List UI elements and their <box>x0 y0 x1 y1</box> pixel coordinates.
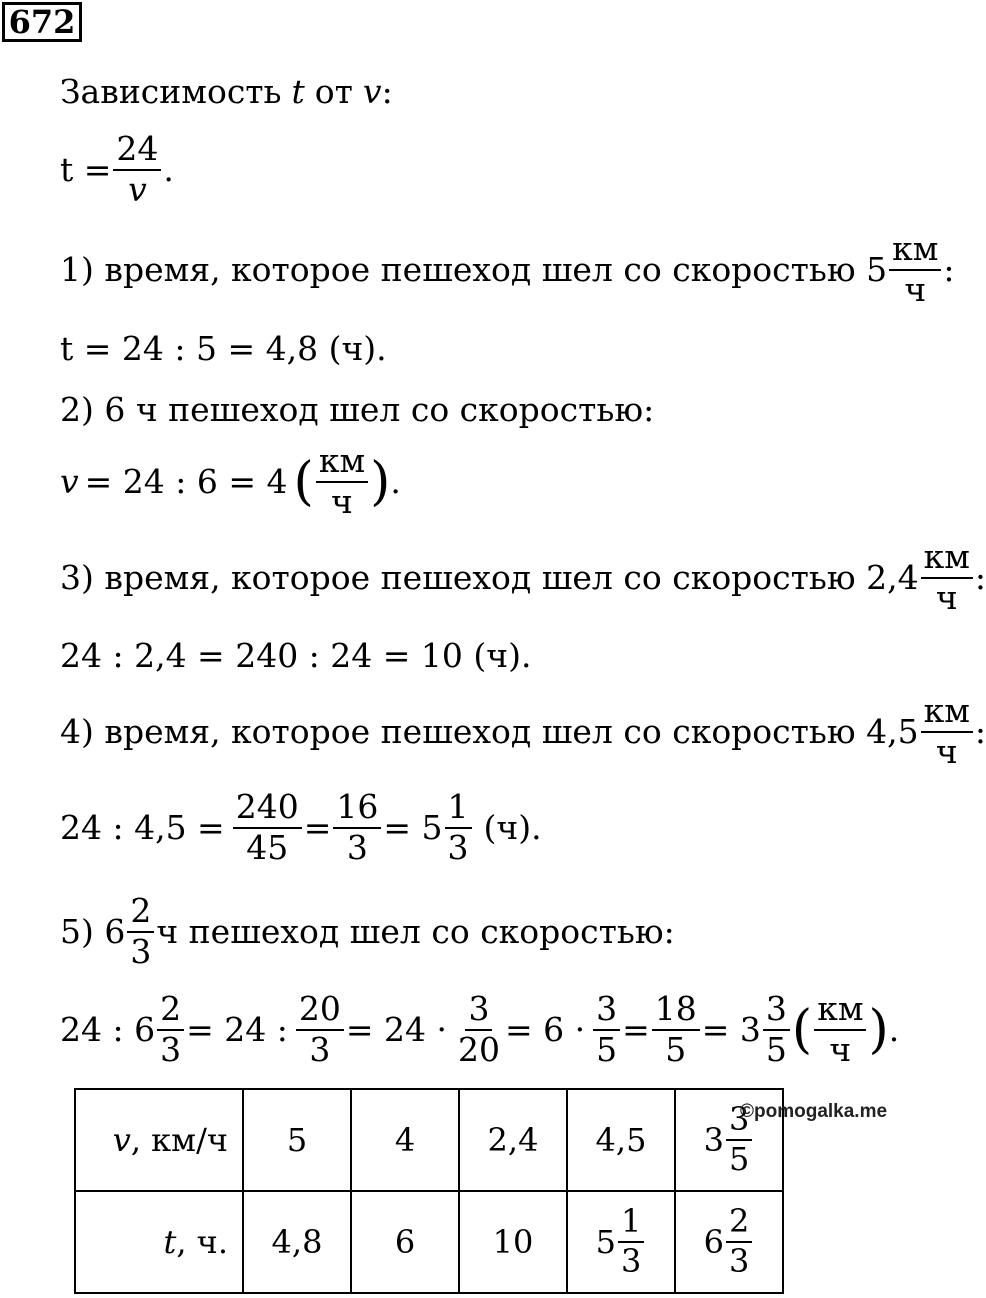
step5-prefix: 5) 6 <box>60 912 126 952</box>
table-cell: 5 <box>243 1089 351 1191</box>
intro-t: t <box>291 72 305 111</box>
formula-num: 24 <box>113 132 161 171</box>
answer-table <box>74 1088 784 1294</box>
step1-unit-den: ч <box>904 269 927 309</box>
step5-b-den: 3 <box>309 1029 331 1069</box>
formula-den: v <box>128 169 147 209</box>
table-head-velocity <box>75 1089 243 1191</box>
step5-f-num: 2 <box>127 894 154 933</box>
step5-b-num: 20 <box>296 992 344 1031</box>
step3-line <box>60 537 986 617</box>
step5-fraction <box>127 891 154 971</box>
step3-unit-den: ч <box>935 577 958 617</box>
step5-open-paren: ( <box>791 999 813 1060</box>
step2-end: . <box>390 462 401 502</box>
step5-line <box>60 891 675 971</box>
step5-frac-e <box>652 989 700 1069</box>
step5-unit <box>814 989 866 1069</box>
step5-unit-num: км <box>814 992 866 1031</box>
step1-unit-num: км <box>889 232 941 271</box>
step4-calc-a: 24 : 4,5 = <box>60 808 225 848</box>
step5-calc-line <box>60 989 900 1069</box>
step5-frac-g <box>763 989 790 1069</box>
table-row-time <box>75 1191 783 1293</box>
step4-unit <box>921 691 973 771</box>
step5-c5: = <box>622 1010 650 1050</box>
table-mixed-num: 3 <box>726 1103 752 1141</box>
intro-label: Зависимость <box>60 72 282 111</box>
step4-f2-den: 3 <box>346 827 368 867</box>
step2-unit-num: км <box>316 444 368 483</box>
step3-unit-num: км <box>921 540 973 579</box>
step5-d-num: 3 <box>593 992 620 1031</box>
watermark: ©pomogalka.me <box>740 1101 888 1122</box>
step4-eq1: = <box>303 808 332 848</box>
step5-c1: 24 : 6 <box>60 1010 156 1050</box>
step5-e-den: 5 <box>665 1029 687 1069</box>
table-cell: 4,8 <box>243 1191 351 1293</box>
table-cell: 4 <box>351 1089 459 1191</box>
step5-frac-c <box>455 989 503 1069</box>
table-row-velocity <box>75 1089 783 1191</box>
intro-v: v <box>362 72 382 111</box>
table-cell: 4,5 <box>567 1089 675 1191</box>
step2-unit <box>316 441 368 521</box>
formula-lhs: t = <box>60 150 112 190</box>
step4-line <box>60 691 986 771</box>
step3-text: 3) время, которое пешеход шел со скоростью 2,4 <box>60 558 919 598</box>
table-cell: 6 <box>351 1191 459 1293</box>
step4-unit-num: км <box>921 694 973 733</box>
step4-text: 4) время, которое пешеход шел со скоростью 4,5 <box>60 712 919 752</box>
step2-calc-v: v <box>60 462 79 502</box>
step2-unit-den: ч <box>331 481 353 521</box>
step4-f1-den: 45 <box>246 827 289 867</box>
table-mixed-number <box>703 1202 755 1280</box>
step5-close-paren: ) <box>868 999 889 1060</box>
table-cell: 10 <box>459 1191 567 1293</box>
step5-a-den: 3 <box>160 1029 182 1069</box>
step5-end: . <box>888 1010 900 1050</box>
table-head-velocity-var: v <box>112 1121 131 1159</box>
table-cell: 2,4 <box>459 1089 567 1191</box>
step5-frac-d <box>593 989 620 1069</box>
table-cell <box>675 1191 783 1293</box>
table-head-time-unit: , ч. <box>176 1223 228 1261</box>
step2-open-paren: ( <box>293 451 314 512</box>
step4-f2-num: 16 <box>333 790 381 829</box>
intro-colon: : <box>381 72 393 111</box>
formula-line <box>60 129 174 209</box>
table-mixed-whole: 3 <box>703 1121 724 1159</box>
table-cell <box>567 1191 675 1293</box>
step2-calc: = 24 : 6 = 4 <box>84 462 288 502</box>
step4-fraction-3 <box>445 787 472 867</box>
intro-from: от <box>314 72 353 111</box>
table-mixed-number <box>595 1202 647 1280</box>
step5-f-den: 3 <box>130 931 152 971</box>
step5-frac-a <box>157 989 184 1069</box>
table-head-velocity-unit: , км/ч <box>130 1121 228 1159</box>
step4-calc-line <box>60 787 542 867</box>
step3-calc: 24 : 2,4 = 240 : 24 = 10 (ч). <box>60 636 532 675</box>
step1-calc: t = 24 : 5 = 4,8 (ч). <box>60 329 387 368</box>
table-mixed-num: 2 <box>726 1205 752 1243</box>
step4-fraction-1 <box>233 787 302 867</box>
step5-frac-b <box>296 989 344 1069</box>
step2-calc-line <box>60 441 401 521</box>
step4-f1-num: 240 <box>233 790 302 829</box>
step5-c-den: 20 <box>457 1029 500 1069</box>
step5-g-num: 3 <box>763 992 790 1031</box>
step5-c6: = 3 <box>701 1010 761 1050</box>
step4-tail: (ч). <box>483 808 542 848</box>
step4-unit-den: ч <box>935 731 958 771</box>
step2-line: 2) 6 ч пешеход шел со скоростью: <box>60 390 655 429</box>
step3-unit <box>921 537 973 617</box>
formula-fraction <box>113 129 161 209</box>
step5-text: ч пешеход шел со скоростью: <box>156 912 675 952</box>
step5-c4: = 6 · <box>504 1010 586 1050</box>
step4-end: : <box>974 712 986 752</box>
step1-text: 1) время, которое пешеход шел со скоростью 5 <box>60 250 888 290</box>
problem-number: 672 <box>2 2 82 42</box>
step5-e-num: 18 <box>652 992 700 1031</box>
table-mixed-den: 5 <box>729 1140 750 1178</box>
step4-eq2: = 5 <box>383 808 443 848</box>
step4-f3-den: 3 <box>447 827 469 867</box>
table-head-time-var: t <box>163 1223 177 1261</box>
table-mixed-den: 3 <box>621 1242 642 1280</box>
step4-fraction-2 <box>333 787 381 867</box>
formula-end: . <box>163 150 174 190</box>
step1-end: : <box>943 250 955 290</box>
step5-c3: = 24 · <box>345 1010 447 1050</box>
step3-end: : <box>974 558 986 598</box>
step5-d-den: 5 <box>596 1029 618 1069</box>
step5-g-den: 5 <box>765 1029 787 1069</box>
step4-f3-num: 1 <box>445 790 472 829</box>
step5-c2: = 24 : <box>186 1010 288 1050</box>
table-mixed-fraction <box>726 1202 752 1280</box>
table-mixed-whole: 5 <box>595 1223 616 1261</box>
table-mixed-num: 1 <box>618 1205 644 1243</box>
step2-close-paren: ) <box>370 451 391 512</box>
step5-c-num: 3 <box>465 992 492 1031</box>
step5-unit-den: ч <box>829 1029 852 1069</box>
table-mixed-den: 3 <box>729 1242 750 1280</box>
table-head-time <box>75 1191 243 1293</box>
table-mixed-fraction <box>618 1202 644 1280</box>
intro-line <box>60 72 393 111</box>
step1-unit <box>889 229 941 309</box>
step5-a-num: 2 <box>157 992 184 1031</box>
table-mixed-whole: 6 <box>703 1223 724 1261</box>
step1-line <box>60 229 955 309</box>
